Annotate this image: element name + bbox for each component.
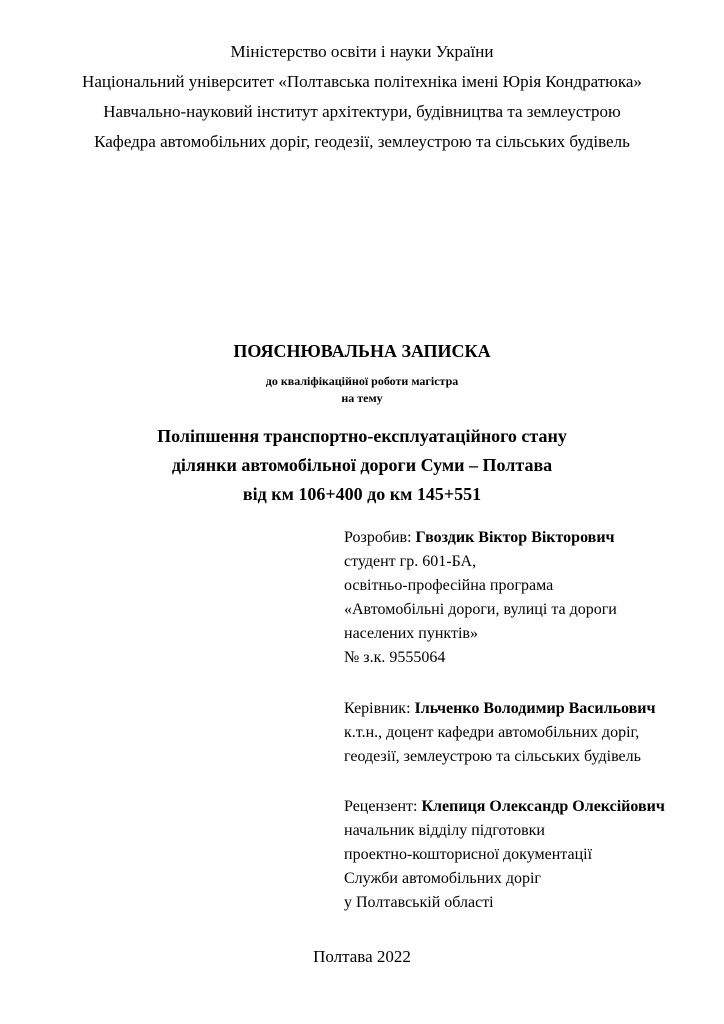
author-block (344, 526, 714, 670)
reviewer-name: Клепиця Олександр Олексійович (421, 798, 665, 815)
supervisor-block (344, 697, 714, 769)
author-record-book: № з.к. 9555064 (344, 649, 446, 666)
university-line: Національний університет «Полтавська політехніка імені Юрія Кондратюка» (82, 72, 642, 91)
reviewer-position-3: Служби автомобільних доріг (344, 870, 541, 887)
institute-line: Навчально-науковий інститут архітектури, будівництва та землеустрою (103, 102, 621, 121)
ministry-line: Міністерство освіти і науки України (230, 42, 494, 61)
supervisor-position-2: геодезії, землеустрою та сільських будівель (344, 748, 641, 765)
author-line (344, 526, 714, 550)
city-year: Полтава 2022 (313, 947, 411, 966)
document-title: ПОЯСНЮВАЛЬНА ЗАПИСКА (233, 341, 491, 361)
author-group: студент гр. 601-БА, (344, 553, 477, 570)
supervisor-position-1: к.т.н., доцент кафедри автомобільних доріг, (344, 724, 640, 741)
reviewer-label: Рецензент: (344, 798, 422, 815)
reviewer-position-1: начальник відділу підготовки (344, 822, 545, 839)
reviewer-line (344, 795, 714, 819)
reviewer-block (344, 795, 714, 915)
author-program-2: «Автомобільні дороги, вулиці та дороги (344, 601, 617, 618)
reviewer-position-2: проектно-кошторисної документації (344, 846, 593, 863)
author-program-3: населених пунктів» (344, 625, 478, 642)
supervisor-name: Ільченко Володимир Васильович (414, 700, 656, 717)
author-program-1: освітньо-професійна програма (344, 577, 554, 594)
document-subtitle-topic: на тему (341, 391, 383, 405)
topic-line-2: ділянки автомобільної дороги Суми – Полтава (171, 455, 553, 475)
author-label: Розробив: (344, 529, 416, 546)
document-subtitle: до кваліфікаційної роботи магістра (265, 374, 459, 388)
department-line: Кафедра автомобільних доріг, геодезії, землеустрою та сільських будівель (94, 132, 630, 151)
supervisor-label: Керівник: (344, 700, 415, 717)
supervisor-line (344, 697, 714, 721)
reviewer-position-4: у Полтавській області (344, 894, 494, 911)
topic-line-1: Поліпшення транспортно-експлуатаційного стану (157, 426, 567, 446)
author-name: Гвоздик Віктор Вікторович (415, 529, 615, 546)
topic-line-3: від км 106+400 до км 145+551 (242, 484, 482, 504)
